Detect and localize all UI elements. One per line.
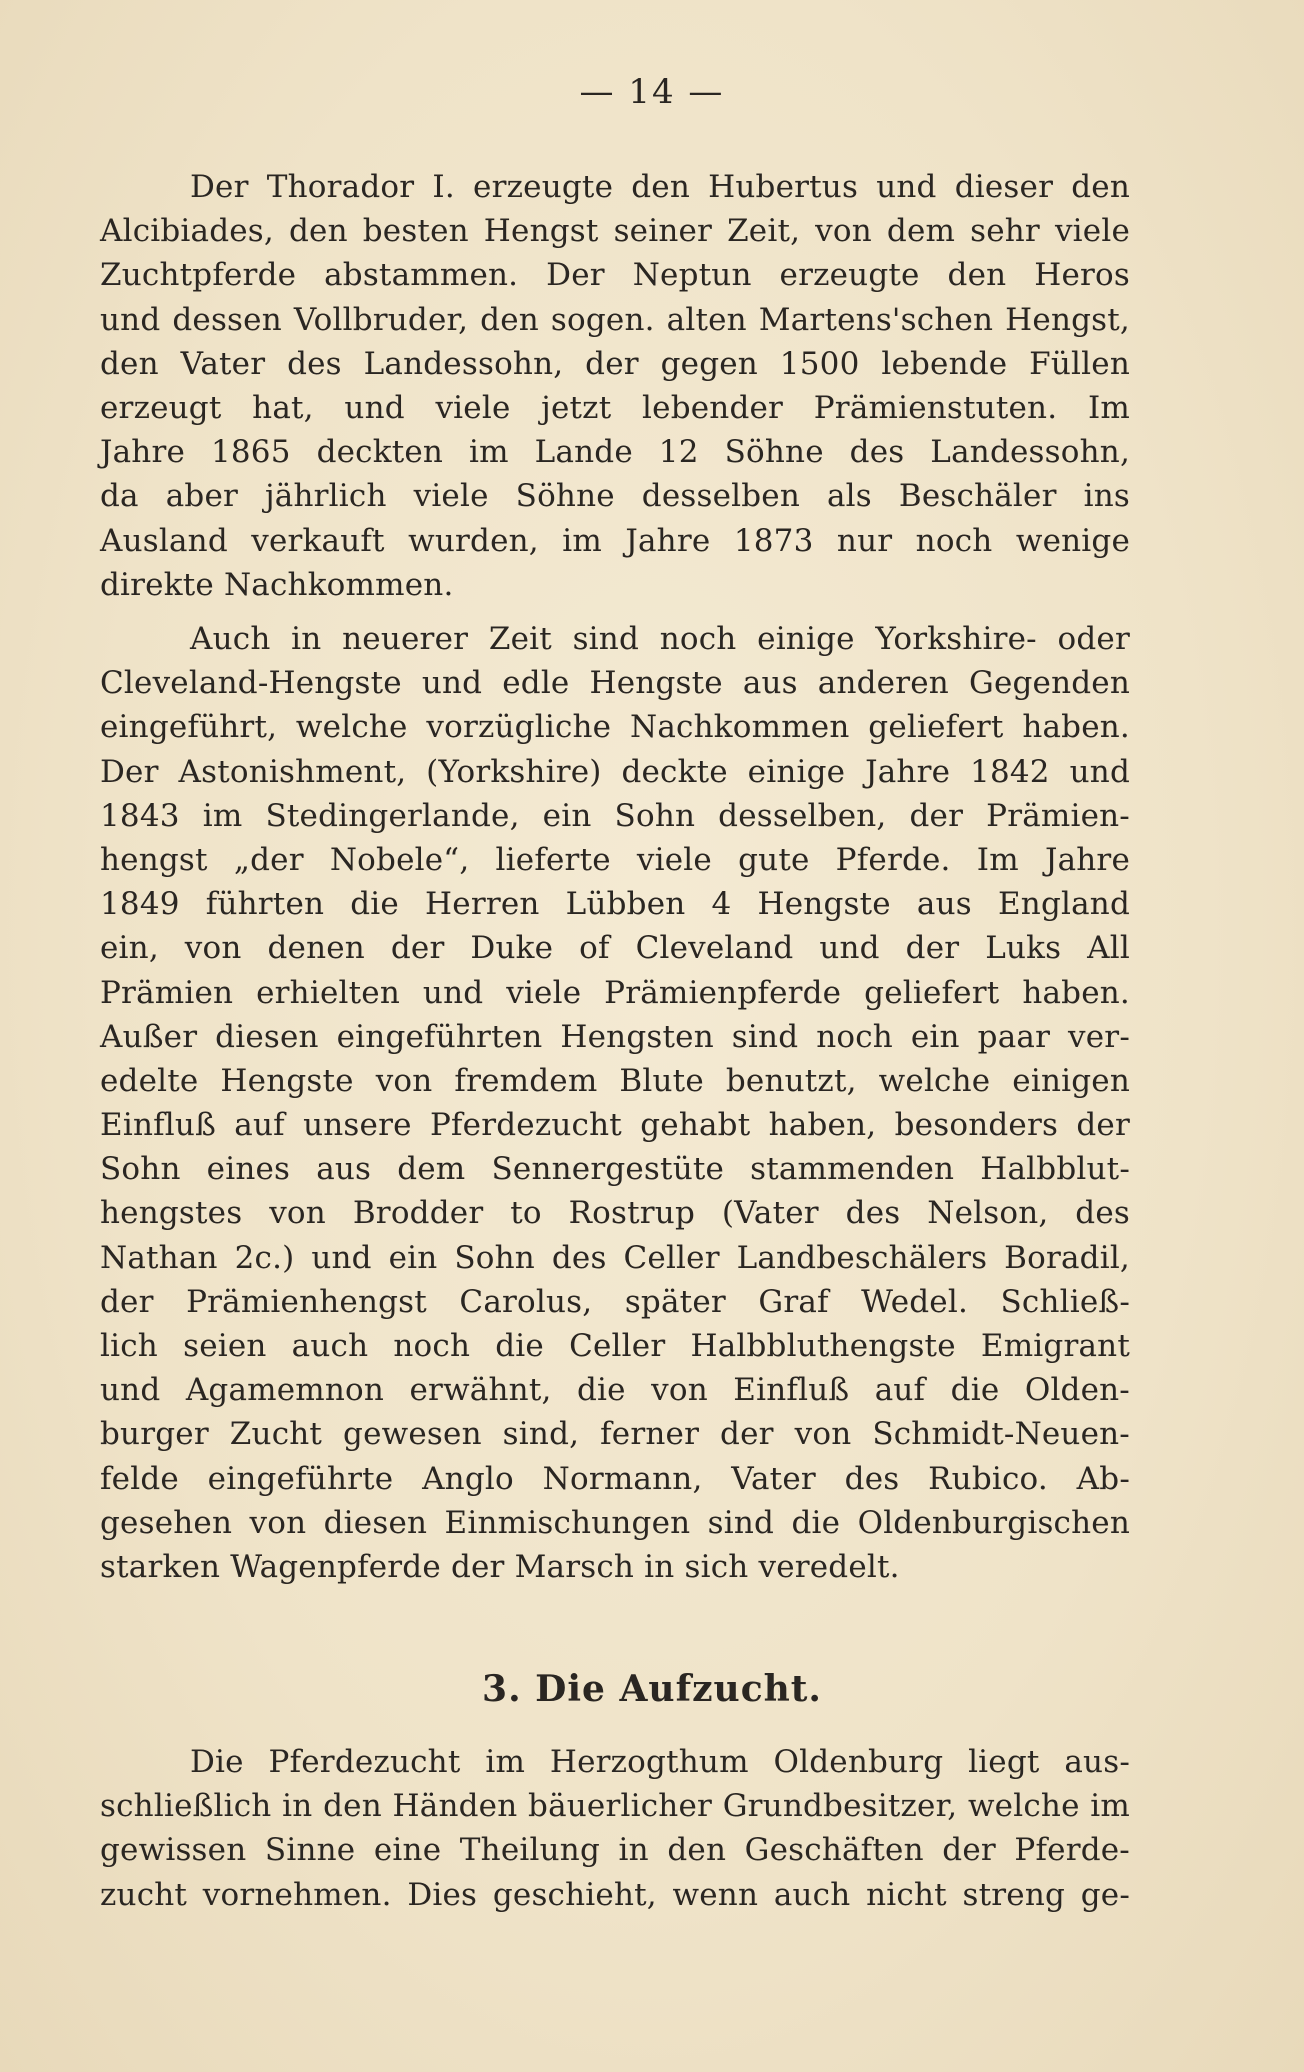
paragraph-2	[100, 617, 1130, 1589]
text-line: Auch in neuerer Zeit sind noch einige Yorkshire- oder	[190, 621, 1130, 657]
text-line: felde eingeführte Anglo Normann, Vater des Rubico. Ab-	[100, 1460, 1130, 1497]
text-line: direkte Nachkommen.	[100, 566, 454, 603]
text-line: 1843 im Stedingerlande, ein Sohn desselben, der Prämien-	[100, 797, 1130, 834]
text-line: Cleveland-Hengste und edle Hengste aus anderen Gegenden	[100, 665, 1130, 702]
text-line: den Vater des Landessohn, der gegen 1500 lebende Füllen	[100, 345, 1130, 382]
text-line: gesehen von diesen Einmischungen sind die Oldenburgischen	[100, 1504, 1130, 1541]
text-line: ein, von denen der Duke of Cleveland und der Luks All	[100, 930, 1130, 967]
text-line: schließlich in den Händen bäuerlicher Grundbesitzer, welche im	[100, 1788, 1130, 1825]
text-line: da aber jährlich viele Söhne desselben als Beschäler ins	[100, 478, 1130, 515]
text-line: Außer diesen eingeführten Hengsten sind noch ein paar ver-	[100, 1018, 1130, 1055]
text-line: lich seien auch noch die Celler Halbbluthengste Emigrant	[100, 1328, 1130, 1364]
text-line: Jahre 1865 deckten im Lande 12 Söhne des Landessohn,	[100, 434, 1130, 471]
text-line: und Agamemnon erwähnt, die von Einfluß auf die Olden-	[100, 1372, 1130, 1409]
text-line: hengstes von Brodder to Rostrup (Vater des Nelson, des	[100, 1195, 1130, 1232]
text-line: erzeugt hat, und viele jetzt lebender Prämienstuten. Im	[100, 389, 1130, 426]
text-line: der Prämienhengst Carolus, später Graf Wedel. Schließ-	[100, 1283, 1130, 1320]
paragraph-3	[100, 1740, 1130, 1917]
text-line: Sohn eines aus dem Sennergestüte stammenden Halbblut-	[100, 1151, 1130, 1188]
text-line: zucht vornehmen. Dies geschieht, wenn auch nicht streng ge-	[100, 1876, 1130, 1913]
text-line: Alcibiades, den besten Hengst seiner Zeit, von dem sehr viele	[100, 213, 1130, 250]
text-line: und dessen Vollbruder, den sogen. alten Martens'schen Hengst,	[100, 301, 1130, 338]
text-line: gewissen Sinne eine Theilung in den Geschäften der Pferde-	[100, 1832, 1130, 1869]
text-line: Nathan 2c.) und ein Sohn des Celler Landbeschälers Boradil,	[100, 1239, 1130, 1276]
text-line: eingeführt, welche vorzügliche Nachkommen geliefert haben.	[100, 709, 1130, 746]
page-number: — 14 —	[579, 72, 725, 112]
text-line: Die Pferdezucht im Herzogthum Oldenburg liegt aus-	[190, 1744, 1130, 1780]
text-line: Der Astonishment, (Yorkshire) deckte einige Jahre 1842 und	[100, 753, 1130, 790]
text-line: Prämien erhielten und viele Prämienpferde geliefert haben.	[100, 974, 1130, 1011]
text-line: burger Zucht gewesen sind, ferner der von Schmidt-Neuen-	[100, 1416, 1130, 1453]
text-line: Zuchtpferde abstammen. Der Neptun erzeugte den Heros	[100, 257, 1130, 294]
text-line: Ausland verkauft wurden, im Jahre 1873 nur noch wenige	[100, 522, 1130, 559]
text-line: starken Wagenpferde der Marsch in sich veredelt.	[100, 1548, 900, 1585]
text-line: edelte Hengste von fremdem Blute benutzt, welche einigen	[100, 1062, 1130, 1099]
text-line: Der Thorador I. erzeugte den Hubertus und dieser den	[190, 169, 1130, 205]
text-line: 1849 führten die Herren Lübben 4 Hengste aus England	[100, 886, 1130, 923]
paragraph-1	[100, 165, 1130, 607]
text-line: hengst „der Nobele“, lieferte viele gute Pferde. Im Jahre	[100, 841, 1130, 878]
section-heading: 3. Die Aufzucht.	[482, 1668, 822, 1710]
text-line: Einfluß auf unsere Pferdezucht gehabt haben, besonders der	[100, 1107, 1130, 1144]
